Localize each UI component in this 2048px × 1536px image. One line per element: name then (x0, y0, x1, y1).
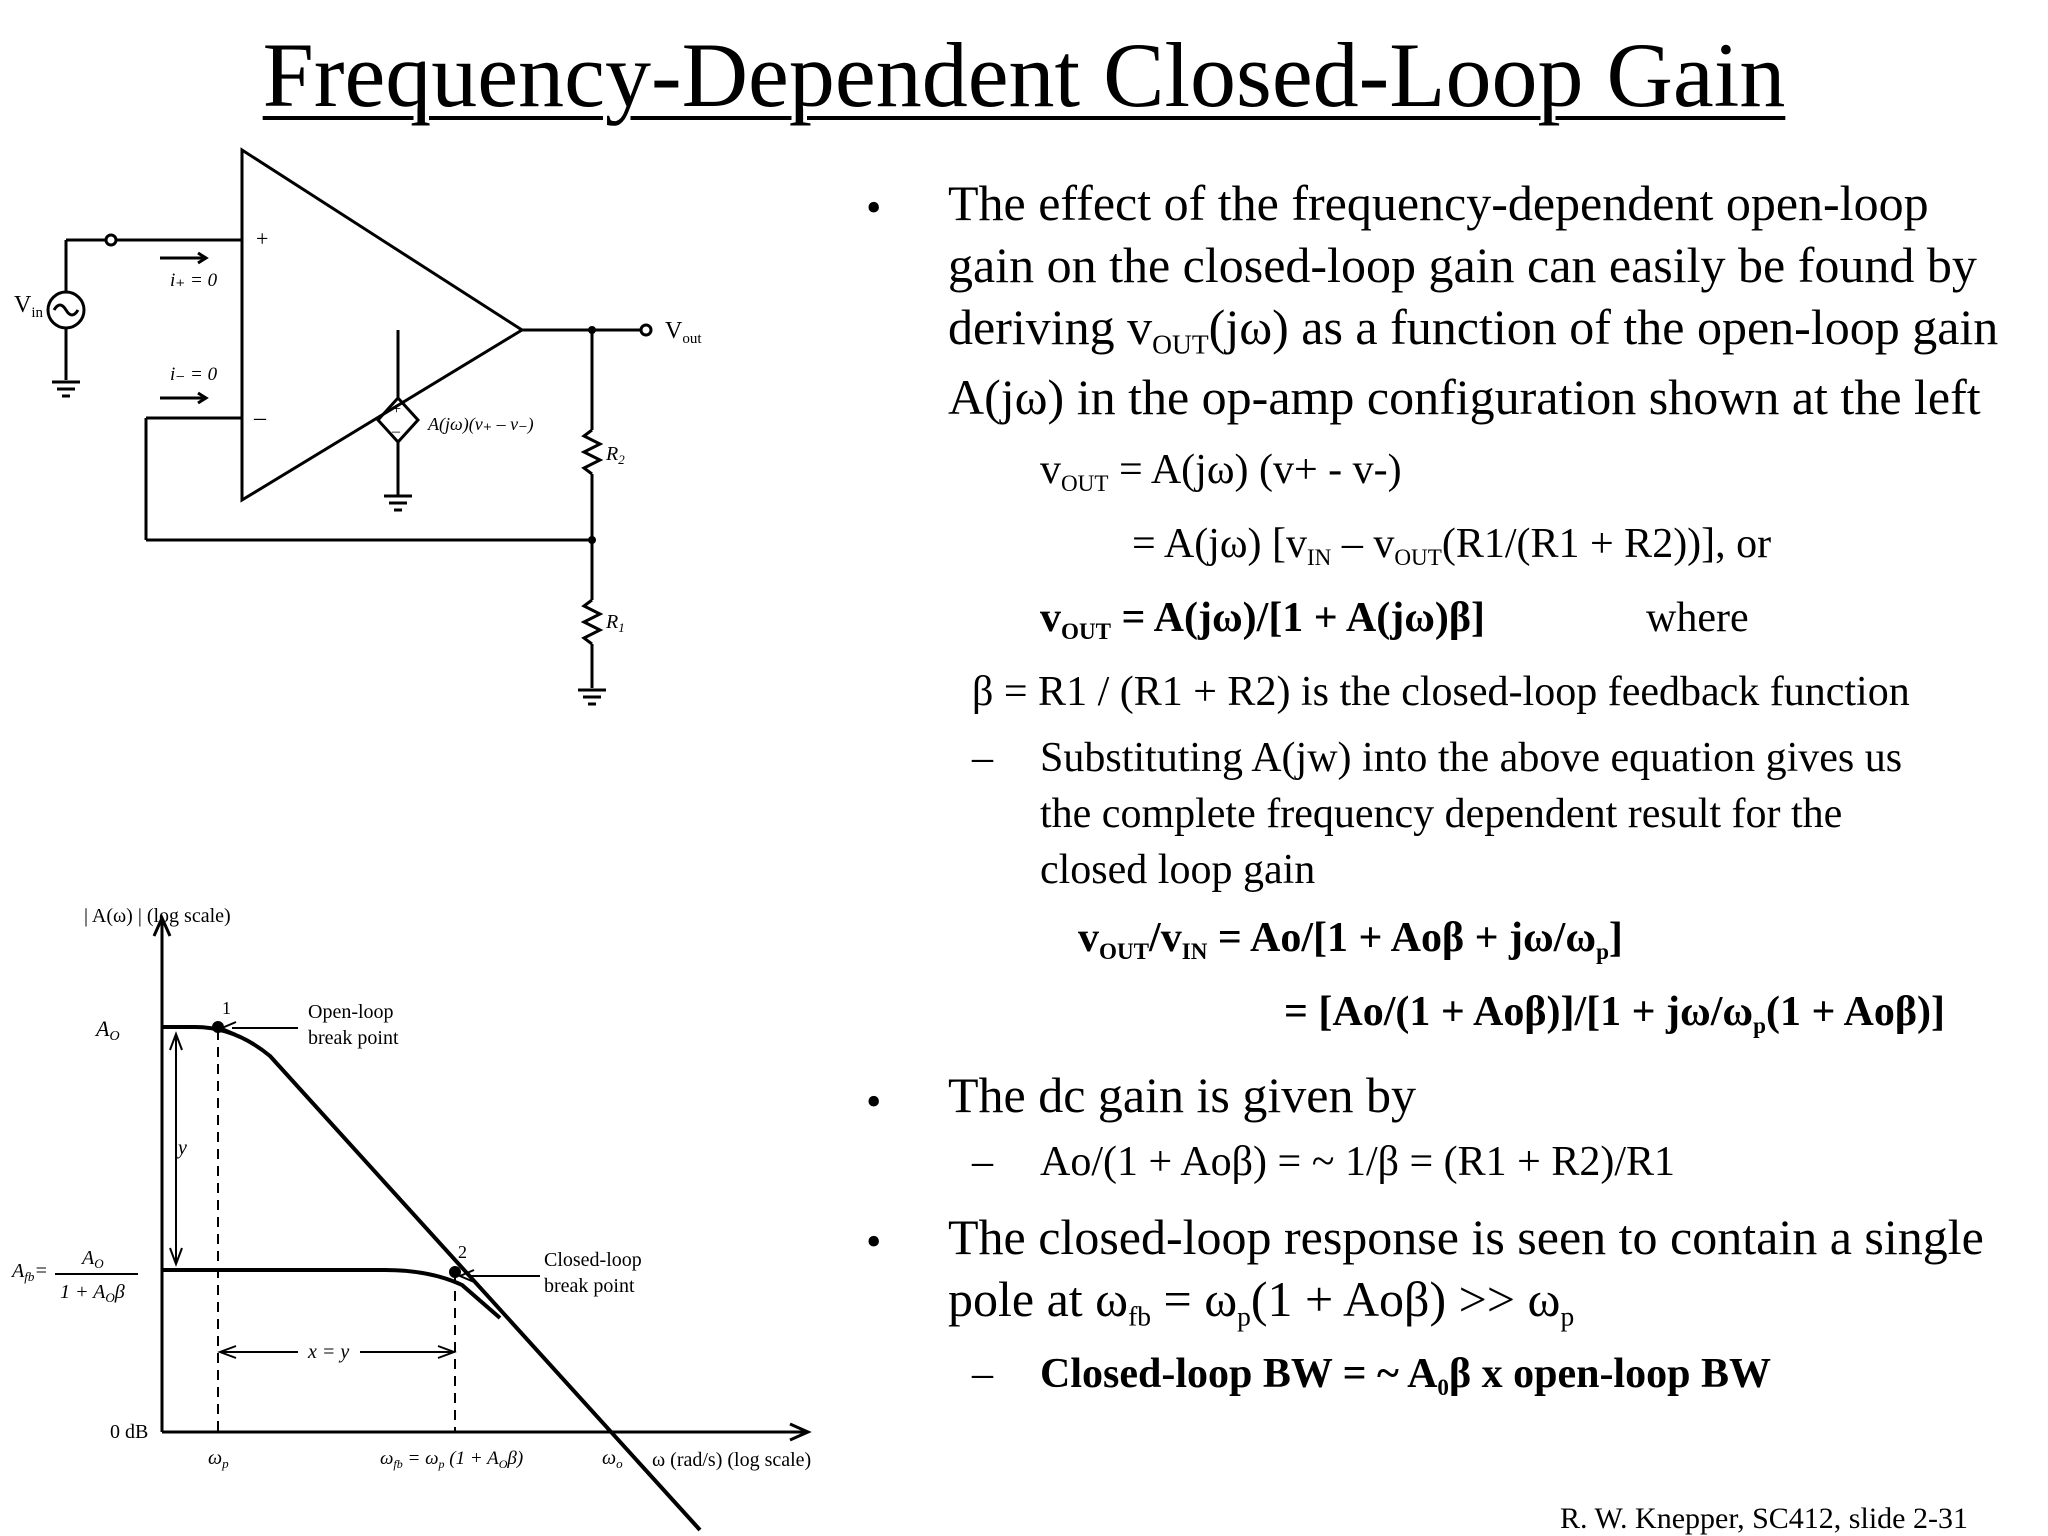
bullet-1-line-2: gain on the closed-loop gain can easily be found by (948, 237, 1977, 293)
vout-label: $V_{out}$ (665, 318, 702, 347)
dash-2: – (972, 1139, 993, 1185)
open-loop-label: Open-loop (308, 1001, 394, 1023)
resistor-r2 (584, 430, 600, 474)
omega-p-label: $\omega_p$ (208, 1447, 229, 1471)
point-1-label: 1 (222, 998, 231, 1018)
closed-loop-label: Closed-loop (544, 1249, 642, 1271)
y-axis-label: | A(ω) | (log scale) (84, 905, 231, 927)
equation-3-where: where (1646, 595, 1749, 641)
equation-3: $v_{OUT} = A(j\omega)/[1 + A(j\omega)\beta]$ (1040, 595, 1486, 645)
bullet-1-line-3: deriving $v_{OUT}(j\omega)$ as a function of the open-loop gain (948, 299, 1999, 360)
dash-3: – (972, 1351, 993, 1397)
afb-numerator: $A_O$ (82, 1247, 104, 1271)
x-eq-y-label: x = y (308, 1341, 350, 1363)
bullet-1: • (866, 183, 882, 232)
zero-db-label: 0 dB (110, 1421, 149, 1443)
sub-bullet-1-line-2: the complete frequency dependent result for the (1040, 791, 1843, 837)
footer-credit: R. W. Knepper, SC412, slide 2-31 (1560, 1502, 1968, 1535)
point-2-label: 2 (458, 1242, 467, 1262)
dash-1: – (972, 735, 993, 781)
r1-label: $R_1$ (606, 611, 625, 635)
y-label: y (178, 1137, 187, 1159)
equation-1: $v_{OUT} = A(j\omega)$ (v+ - v-) (1040, 447, 1402, 497)
bullet-3-line-2: pole at $\omega_{fb} = \omega_p(1 + Ao\beta) >> \omega_p$ (948, 1271, 1575, 1332)
afb-label: $A_{fb}=$ (12, 1260, 48, 1284)
resistor-r1 (584, 600, 600, 644)
bullet-1-line-4: A(jω) in the op-amp configuration shown at the left (948, 369, 1981, 425)
dependent-source-label: A(jω)(v₊ – v₋) (428, 414, 534, 434)
slide-title: Frequency-Dependent Closed-Loop Gain (262, 24, 1786, 126)
bullet-1-line-1: The effect of the frequency-dependent open-loop (948, 175, 1929, 231)
plus-input-label: + (256, 226, 269, 251)
vin-label: $V_{in}$ (14, 292, 44, 321)
i-plus-label: i₊ = 0 (170, 270, 218, 291)
op-amp-circuit (0, 140, 760, 730)
equation-5: = $[Ao/(1 + Ao\beta)]/[1 + j\omega/\omega_p(1 + Ao\beta)]$ (1284, 989, 1945, 1039)
bullet-2: • (866, 1077, 882, 1126)
sub-bullet-1-line-3: closed loop gain (1040, 847, 1316, 893)
bullet-3-line-1: The closed-loop response is seen to contain a single (948, 1209, 1984, 1265)
bode-plot (0, 890, 830, 1536)
bullet-2-text: The dc gain is given by (948, 1067, 1416, 1123)
closed-loop-curve (162, 1270, 500, 1318)
op-amp-triangle (242, 150, 522, 500)
sub-bullet-3: Closed-loop BW = ~ $A_0\beta$ x open-loop BW (1040, 1351, 1771, 1401)
sub-bullet-1-line-1: Substituting A(jw) into the above equation gives us (1040, 735, 1903, 781)
svg-text:–: – (392, 423, 400, 440)
open-loop-break-point (212, 1021, 224, 1033)
open-loop-label-2: break point (308, 1027, 399, 1049)
equation-4: $v_{OUT}/v_{IN} = Ao/[1 + Ao\beta + j\omega/\omega_p]$ (1078, 915, 1623, 965)
beta-definition: β = R1 / (R1 + R2) is the closed-loop feedback function (972, 669, 1910, 715)
svg-text:+: + (392, 401, 402, 418)
closed-loop-label-2: break point (544, 1275, 635, 1297)
sub-bullet-2: Ao/(1 + Aoβ) = ~ 1/β = (R1 + R2)/R1 (1040, 1139, 1676, 1185)
afb-denominator: $1 + A_O\beta$ (60, 1281, 125, 1305)
omega-fb-label: $\omega_{fb} = \omega_p$ $(1 + A_O\beta)$ (380, 1448, 524, 1471)
equation-2: = A(jω) $[v_{IN} - v_{OUT}(R1/(R1 + R2))]$, or (1132, 521, 1772, 571)
x-axis-label: ω (rad/s) (log scale) (652, 1449, 812, 1471)
omega-o-label: $\omega_o$ (602, 1447, 623, 1471)
i-minus-label: i₋ = 0 (170, 364, 218, 385)
minus-input-label: – (254, 405, 266, 431)
ao-label: AO (96, 1016, 120, 1044)
closed-loop-break-point (449, 1266, 461, 1278)
bullet-3: • (866, 1217, 882, 1266)
r2-label: $R_2$ (606, 443, 625, 467)
